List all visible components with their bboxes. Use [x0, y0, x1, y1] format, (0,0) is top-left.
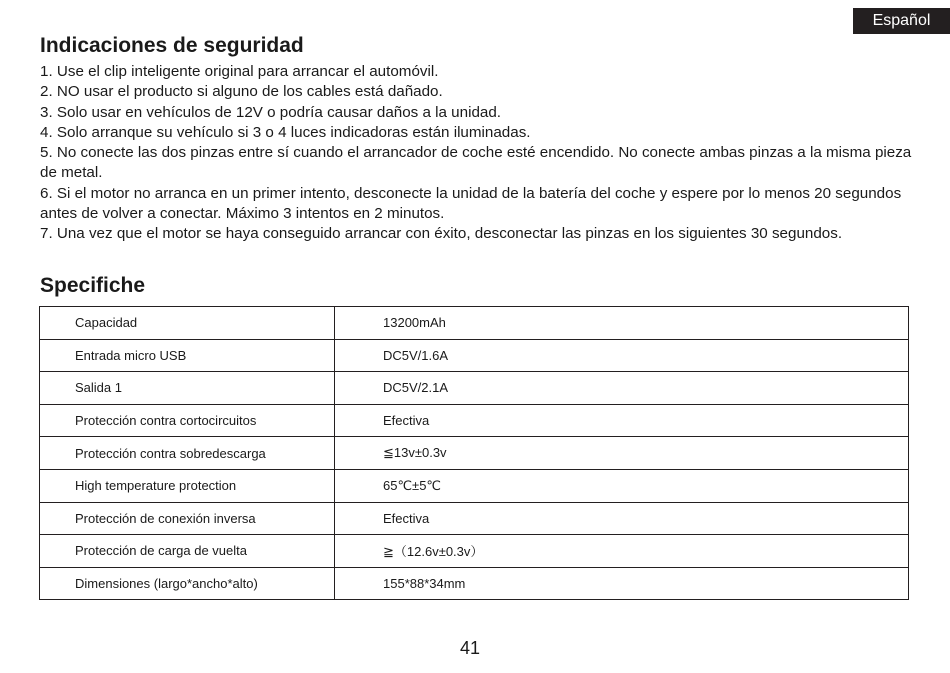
table-row: [40, 404, 909, 437]
table-row: [40, 469, 909, 502]
table-row: [40, 339, 909, 372]
spec-label: Protección de conexión inversa: [40, 502, 335, 535]
table-row: [40, 535, 909, 568]
safety-item: 4. Solo arranque su vehículo si 3 o 4 luces indicadoras están iluminadas.: [40, 123, 531, 141]
table-row: [40, 307, 909, 340]
spec-label: Protección de carga de vuelta: [40, 535, 335, 568]
language-tab: Español: [853, 8, 950, 34]
spec-value: 13200mAh: [335, 307, 909, 340]
spec-value: 155*88*34mm: [335, 567, 909, 600]
safety-title: Indicaciones de seguridad: [40, 34, 304, 57]
spec-label: Salida 1: [40, 372, 335, 405]
safety-list: [40, 62, 920, 245]
safety-item: 3. Solo usar en vehículos de 12V o podría causar daños a la unidad.: [40, 103, 502, 121]
table-row: [40, 567, 909, 600]
table-row: [40, 437, 909, 470]
specs-title: Specifiche: [40, 274, 146, 297]
safety-item: 2. NO usar el producto si alguno de los cables está dañado.: [40, 83, 443, 101]
spec-label: Entrada micro USB: [40, 339, 335, 372]
safety-item: 7. Una vez que el motor se haya conseguido arrancar con éxito, desconectar las pinzas en los siguientes 30 segundos.: [40, 225, 843, 243]
table-row: [40, 372, 909, 405]
page-number: 41: [459, 638, 481, 658]
safety-item: 6. Si el motor no arranca en un primer intento, desconecte la unidad de la batería del coche y espere por lo menos 20 segundos antes de volver a conectar. Máximo 3 intentos en 2 minutos.: [40, 184, 902, 223]
spec-value: 65℃±5℃: [335, 469, 909, 502]
spec-value: DC5V/1.6A: [335, 339, 909, 372]
specs-table: [39, 306, 909, 600]
spec-label: High temperature protection: [40, 469, 335, 502]
table-row: [40, 502, 909, 535]
spec-value: DC5V/2.1A: [335, 372, 909, 405]
safety-item: 5. No conecte las dos pinzas entre sí cuando el arrancador de coche esté encendido. No conecte ambas pinzas a la misma pieza de metal.: [40, 144, 912, 182]
spec-label: Dimensiones (largo*ancho*alto): [40, 567, 335, 600]
spec-value: Efectiva: [335, 404, 909, 437]
spec-value: ≧（12.6v±0.3v）: [335, 535, 909, 568]
safety-item: 1. Use el clip inteligente original para arrancar el automóvil.: [40, 63, 439, 80]
spec-value: Efectiva: [335, 502, 909, 535]
spec-label: Capacidad: [40, 307, 335, 340]
spec-value: ≦13v±0.3v: [335, 437, 909, 470]
spec-label: Protección contra cortocircuitos: [40, 404, 335, 437]
spec-label: Protección contra sobredescarga: [40, 437, 335, 470]
